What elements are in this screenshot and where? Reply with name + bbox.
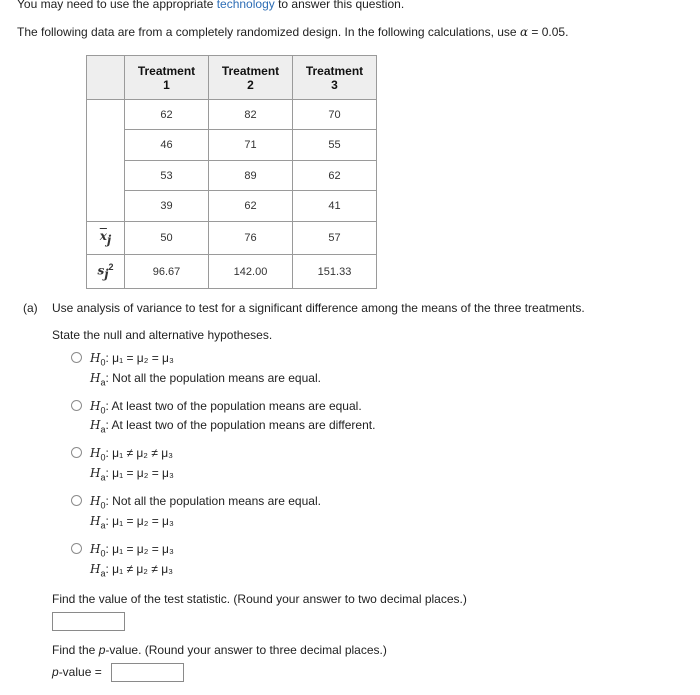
ha-subscript: a xyxy=(100,472,106,483)
header-treatment-2 xyxy=(209,56,293,100)
pvalue-prompt-p: p xyxy=(98,643,106,657)
option-4-h0 xyxy=(90,494,321,510)
row-label-blank xyxy=(87,161,125,191)
header-treatment-3 xyxy=(293,56,377,100)
mean-cell: 57 xyxy=(293,222,377,255)
option-5-ha-text: : μ₁ ≠ μ₂ ≠ μ₃ xyxy=(105,562,173,576)
mean-row xyxy=(87,222,377,255)
h-letter: H xyxy=(90,418,101,432)
part-a-question: Use analysis of variance to test for a significant difference among the means of the three treatments. xyxy=(52,301,585,315)
mean-row-label xyxy=(87,222,125,255)
intro-text xyxy=(17,25,568,39)
top-note xyxy=(17,0,404,11)
header-1-line1: Treatment xyxy=(137,63,196,78)
ha-subscript: a xyxy=(100,568,106,579)
option-4-ha xyxy=(90,514,174,530)
row-label-blank xyxy=(87,130,125,161)
header-1-line2: 1 xyxy=(163,77,170,92)
test-statistic-input[interactable] xyxy=(52,612,125,631)
pvalue-prompt-pre: Find the xyxy=(52,643,99,657)
radio-option-1[interactable] xyxy=(71,352,82,363)
alpha-symbol: α xyxy=(519,25,529,39)
part-a-label: (a) xyxy=(23,301,38,315)
header-3-line2: 3 xyxy=(331,77,338,92)
cell: 41 xyxy=(293,191,377,222)
radio-option-4[interactable] xyxy=(71,495,82,506)
cell: 46 xyxy=(125,130,209,161)
table-row xyxy=(87,161,377,191)
h-letter: H xyxy=(90,542,101,556)
pvalue-label-p: p xyxy=(52,665,59,679)
cell: 53 xyxy=(125,161,209,191)
h-letter: H xyxy=(90,494,101,508)
header-2-line2: 2 xyxy=(247,77,254,92)
x-bar-symbol: $\overline{x}$ xyxy=(99,229,107,244)
top-note-prefix: You may need to use the appropriate xyxy=(17,0,217,11)
top-note-suffix: to answer this question. xyxy=(274,0,405,11)
option-5-h0 xyxy=(90,542,174,558)
corner-cell xyxy=(87,56,125,100)
pvalue-prompt-post: -value. (Round your answer to three decimal places.) xyxy=(105,643,387,657)
header-2-line1: Treatment xyxy=(221,63,280,78)
option-4-ha-text: : μ₁ = μ₂ = μ₃ xyxy=(105,514,174,528)
cell: 70 xyxy=(293,100,377,130)
ha-subscript: a xyxy=(100,520,106,531)
h-letter: H xyxy=(90,371,101,385)
h0-subscript: 0 xyxy=(100,357,106,368)
h-letter: H xyxy=(90,466,101,480)
option-3-h0-text: : μ₁ ≠ μ₂ ≠ μ₃ xyxy=(105,446,173,460)
table-row xyxy=(87,191,377,222)
row-label-blank xyxy=(87,191,125,222)
pvalue-input[interactable] xyxy=(111,663,184,682)
ha-subscript: a xyxy=(100,424,106,435)
pvalue-label-rest: -value = xyxy=(58,665,102,679)
cell: 62 xyxy=(125,100,209,130)
cell: 89 xyxy=(209,161,293,191)
option-2-h0-text: : At least two of the population means are equal. xyxy=(105,399,362,413)
option-5-h0-text: : μ₁ = μ₂ = μ₃ xyxy=(105,542,174,556)
radio-option-5[interactable] xyxy=(71,543,82,554)
h-letter: H xyxy=(90,399,101,413)
variance-row xyxy=(87,255,377,289)
option-3-ha xyxy=(90,466,174,482)
header-row xyxy=(87,56,377,100)
variance-cell: 151.33 xyxy=(293,255,377,289)
option-2-h0 xyxy=(90,399,362,415)
mean-subscript: j xyxy=(106,232,112,247)
option-1-h0 xyxy=(90,351,174,367)
h0-subscript: 0 xyxy=(100,405,106,416)
option-3-h0 xyxy=(90,446,173,462)
header-3-line1: Treatment xyxy=(305,63,364,78)
ha-subscript: a xyxy=(100,377,106,388)
h-letter: H xyxy=(90,351,101,365)
table-row xyxy=(87,130,377,161)
cell: 55 xyxy=(293,130,377,161)
variance-row-label xyxy=(87,255,125,289)
cell: 62 xyxy=(293,161,377,191)
cell: 39 xyxy=(125,191,209,222)
radio-option-2[interactable] xyxy=(71,400,82,411)
test-statistic-prompt: Find the value of the test statistic. (Round your answer to two decimal places.) xyxy=(52,592,467,606)
h-letter: H xyxy=(90,562,101,576)
pvalue-label xyxy=(52,665,102,679)
variance-superscript: 2 xyxy=(108,262,114,273)
cell: 71 xyxy=(209,130,293,161)
intro-sentence: The following data are from a completely randomized design. In the following calculations, use xyxy=(17,25,520,39)
hypotheses-prompt: State the null and alternative hypotheses. xyxy=(52,328,273,342)
technology-link[interactable]: technology xyxy=(216,0,275,11)
cell: 82 xyxy=(209,100,293,130)
s-symbol: s xyxy=(97,263,105,278)
cell: 62 xyxy=(209,191,293,222)
alpha-equals: = xyxy=(528,25,542,39)
data-table xyxy=(86,55,377,289)
option-4-h0-text: : Not all the population means are equal. xyxy=(105,494,321,508)
h-letter: H xyxy=(90,514,101,528)
option-2-ha-text: : At least two of the population means are different. xyxy=(105,418,376,432)
variance-subscript: j xyxy=(104,266,109,281)
mean-cell: 50 xyxy=(125,222,209,255)
mean-cell: 76 xyxy=(209,222,293,255)
option-2-ha xyxy=(90,418,375,434)
pvalue-prompt xyxy=(52,643,387,657)
h-letter: H xyxy=(90,446,101,460)
option-1-ha-text: : Not all the population means are equal. xyxy=(105,371,321,385)
h0-subscript: 0 xyxy=(100,500,106,511)
row-label-blank xyxy=(87,100,125,130)
option-1-ha xyxy=(90,371,321,387)
h0-subscript: 0 xyxy=(100,548,106,559)
variance-cell: 96.67 xyxy=(125,255,209,289)
radio-option-3[interactable] xyxy=(71,447,82,458)
option-1-h0-text: : μ₁ = μ₂ = μ₃ xyxy=(105,351,174,365)
alpha-value: 0.05. xyxy=(541,25,569,39)
variance-cell: 142.00 xyxy=(209,255,293,289)
option-3-ha-text: : μ₁ = μ₂ = μ₃ xyxy=(105,466,174,480)
h0-subscript: 0 xyxy=(100,452,106,463)
table-row xyxy=(87,100,377,130)
option-5-ha xyxy=(90,562,173,578)
header-treatment-1 xyxy=(125,56,209,100)
